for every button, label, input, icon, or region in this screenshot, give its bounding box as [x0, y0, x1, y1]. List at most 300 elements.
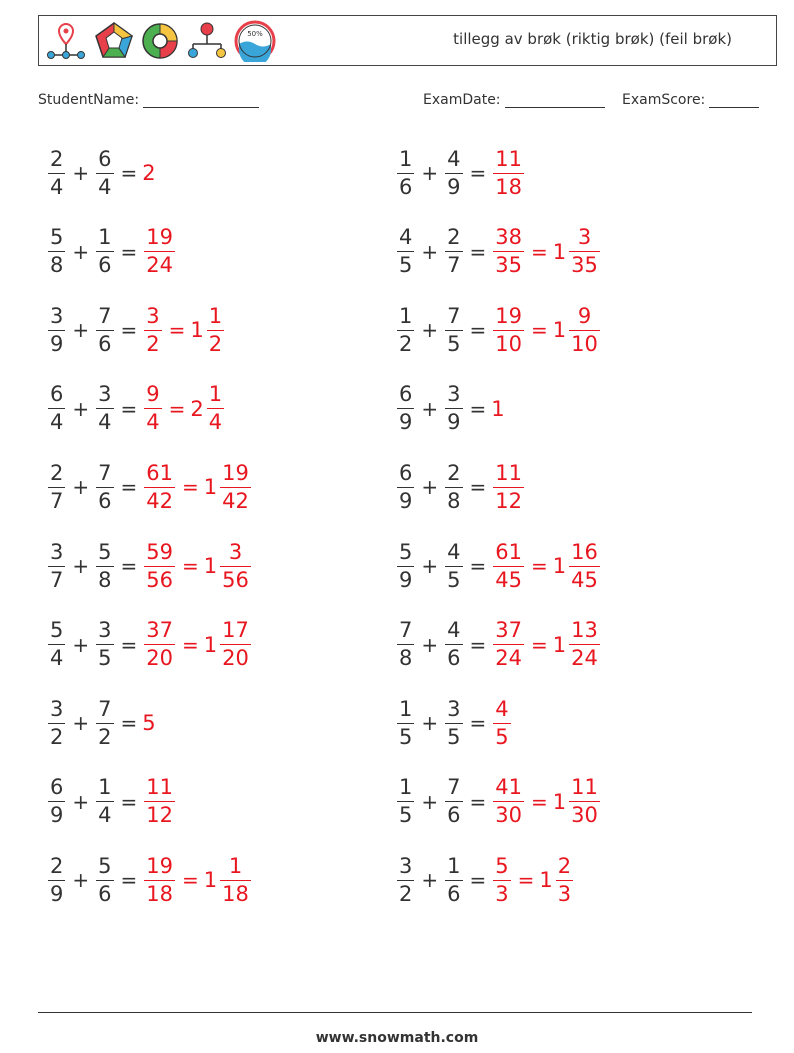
addend-fraction — [48, 384, 65, 433]
denominator: 9 — [50, 881, 64, 906]
problem-item — [46, 693, 156, 753]
mixed-fraction — [569, 539, 600, 592]
numerator: 1 — [399, 775, 413, 800]
denominator: 5 — [399, 253, 413, 278]
plus-sign: + — [421, 475, 439, 500]
addend-fraction — [48, 146, 65, 199]
numerator: 61 — [146, 460, 174, 485]
denominator: 35 — [495, 253, 523, 278]
plus-sign: + — [421, 868, 439, 893]
plus-sign: + — [72, 318, 90, 343]
addend-fraction — [445, 696, 462, 749]
numerator: 3 — [447, 382, 461, 407]
plus-sign: + — [72, 632, 90, 657]
svg-text:50%: 50% — [247, 30, 263, 38]
denominator: 7 — [50, 488, 64, 513]
numerator: 6 — [399, 460, 413, 485]
exam-score-field — [622, 92, 759, 108]
addend-fraction — [48, 227, 65, 276]
denominator: 4 — [208, 410, 223, 435]
equals-sign: = — [469, 711, 487, 736]
denominator: 9 — [50, 803, 64, 828]
numerator: 7 — [447, 775, 461, 800]
denominator: 9 — [447, 410, 461, 435]
denominator: 10 — [571, 331, 598, 356]
denominator: 5 — [447, 724, 461, 749]
numerator: 16 — [571, 539, 598, 564]
problem-item — [46, 457, 253, 517]
location-pin-icon — [43, 20, 89, 62]
equals-sign: = — [469, 868, 487, 893]
equals-sign: = — [120, 711, 138, 736]
header-box — [38, 15, 777, 66]
plus-sign: + — [421, 239, 439, 264]
denominator: 5 — [495, 724, 509, 749]
equals-sign: = — [531, 318, 548, 343]
equals-sign: = — [531, 554, 548, 578]
answer-fraction — [493, 777, 524, 826]
answer-fraction — [144, 620, 175, 669]
numerator: 7 — [447, 303, 461, 328]
numerator: 37 — [495, 618, 523, 643]
answer — [142, 539, 253, 592]
denominator: 24 — [146, 253, 174, 278]
numerator: 1 — [208, 303, 223, 328]
mixed-fraction — [220, 460, 251, 513]
equals-sign: = — [531, 239, 548, 264]
denominator: 20 — [222, 646, 249, 671]
equals-sign: = — [120, 396, 138, 421]
answer-fraction — [144, 303, 161, 356]
numerator: 7 — [399, 618, 413, 643]
addend-fraction — [397, 227, 414, 276]
addend-fraction — [397, 777, 414, 826]
denominator: 6 — [447, 881, 461, 906]
denominator: 18 — [146, 881, 174, 906]
problem-item — [46, 850, 253, 910]
numerator: 19 — [495, 303, 523, 328]
addend-fraction — [445, 777, 462, 826]
problem-item — [46, 222, 177, 282]
numerator: 19 — [222, 460, 249, 485]
addend-fraction — [397, 620, 414, 669]
numerator: 38 — [495, 225, 523, 250]
denominator: 10 — [495, 331, 523, 356]
mixed-whole: 1 — [203, 632, 218, 657]
equals-sign: = — [120, 239, 138, 264]
plus-sign: + — [72, 161, 90, 185]
mixed-fraction — [220, 620, 251, 669]
denominator: 6 — [399, 174, 413, 199]
denominator: 56 — [146, 567, 174, 592]
denominator: 30 — [571, 803, 598, 828]
exam-date-blank — [505, 93, 605, 108]
answer — [142, 303, 226, 356]
numerator: 37 — [146, 618, 174, 643]
numerator: 11 — [146, 775, 174, 800]
problem-item — [46, 536, 253, 596]
percent-badge-icon — [233, 20, 277, 62]
answer — [491, 696, 512, 749]
answer — [491, 853, 575, 906]
answer-fraction — [493, 853, 510, 906]
equals-sign: = — [469, 161, 487, 185]
answer — [142, 227, 177, 276]
addend-fraction — [397, 384, 414, 433]
problem-item — [395, 536, 602, 596]
answer-fraction — [493, 696, 510, 749]
numerator: 2 — [50, 853, 64, 878]
answer-fraction — [144, 539, 175, 592]
problem-item — [395, 300, 602, 360]
addend-fraction — [96, 539, 113, 592]
answer-fraction — [493, 146, 524, 199]
equals-sign: = — [517, 868, 535, 893]
addend-fraction — [397, 303, 414, 356]
numerator: 1 — [98, 225, 112, 250]
numerator: 3 — [50, 539, 64, 564]
denominator: 45 — [571, 567, 598, 592]
exam-date-label: ExamDate: — [423, 92, 501, 108]
addend-fraction — [48, 460, 65, 513]
numerator: 19 — [146, 225, 174, 250]
numerator: 41 — [495, 775, 523, 800]
denominator: 2 — [146, 331, 160, 356]
numerator: 3 — [50, 303, 64, 328]
numerator: 4 — [495, 696, 509, 721]
denominator: 8 — [50, 253, 64, 278]
exam-score-blank — [709, 93, 759, 108]
numerator: 5 — [50, 225, 64, 250]
equals-sign: = — [469, 632, 487, 657]
numerator: 61 — [495, 539, 523, 564]
addend-fraction — [445, 146, 462, 199]
mixed-whole: 1 — [203, 554, 218, 578]
answer-fraction — [493, 620, 524, 669]
equals-sign: = — [120, 475, 138, 500]
numerator: 3 — [146, 303, 160, 328]
plus-sign: + — [421, 632, 439, 657]
denominator: 2 — [98, 724, 112, 749]
pentagon-icon — [93, 20, 135, 62]
plus-sign: + — [72, 789, 90, 814]
numerator: 2 — [447, 460, 461, 485]
numerator: 59 — [146, 539, 174, 564]
equals-sign: = — [182, 868, 199, 893]
denominator: 56 — [222, 567, 249, 592]
numerator: 19 — [146, 853, 174, 878]
equals-sign: = — [531, 632, 548, 657]
answer-whole: 2 — [142, 161, 156, 185]
problem-item — [46, 772, 177, 832]
plus-sign: + — [72, 554, 90, 578]
mixed-whole: 1 — [552, 789, 567, 814]
denominator: 7 — [447, 253, 461, 278]
addend-fraction — [397, 460, 414, 513]
addend-fraction — [48, 696, 65, 749]
answer — [142, 460, 253, 513]
numerator: 3 — [447, 696, 461, 721]
problem-item — [395, 850, 575, 910]
denominator: 3 — [495, 881, 509, 906]
denominator: 2 — [399, 881, 413, 906]
equals-sign: = — [469, 475, 487, 500]
denominator: 12 — [495, 488, 523, 513]
numerator: 3 — [98, 382, 112, 407]
addend-fraction — [48, 853, 65, 906]
exam-date-field — [423, 92, 605, 108]
equals-sign: = — [120, 868, 138, 893]
equals-sign: = — [469, 239, 487, 264]
addend-fraction — [96, 303, 113, 356]
numerator: 7 — [98, 460, 112, 485]
network-nodes-icon — [185, 20, 229, 62]
numerator: 4 — [447, 618, 461, 643]
problem-item — [395, 222, 602, 282]
numerator: 4 — [447, 146, 461, 171]
denominator: 6 — [98, 331, 112, 356]
denominator: 9 — [447, 174, 461, 199]
problem-item — [46, 379, 226, 439]
numerator: 6 — [399, 382, 413, 407]
mixed-fraction — [207, 384, 224, 433]
denominator: 6 — [98, 488, 112, 513]
answer-whole: 5 — [142, 711, 156, 736]
mixed-whole: 2 — [190, 396, 204, 421]
addend-fraction — [397, 696, 414, 749]
numerator: 2 — [447, 225, 461, 250]
equals-sign: = — [120, 318, 138, 343]
answer — [491, 303, 602, 356]
denominator: 6 — [447, 803, 461, 828]
addend-fraction — [96, 227, 113, 276]
problem-item — [395, 772, 602, 832]
denominator: 12 — [146, 803, 174, 828]
denominator: 9 — [50, 331, 64, 356]
plus-sign: + — [421, 396, 439, 421]
addend-fraction — [96, 620, 113, 669]
numerator: 5 — [98, 853, 112, 878]
mixed-fraction — [569, 303, 600, 356]
numerator: 4 — [399, 225, 413, 250]
answer — [491, 539, 602, 592]
mixed-whole: 1 — [203, 475, 218, 500]
addend-fraction — [96, 696, 113, 749]
denominator: 30 — [495, 803, 523, 828]
equals-sign: = — [168, 318, 186, 343]
plus-sign: + — [421, 318, 439, 343]
footer-divider — [38, 1012, 752, 1013]
equals-sign: = — [120, 554, 138, 578]
equals-sign: = — [182, 632, 199, 657]
denominator: 20 — [146, 646, 174, 671]
numerator: 2 — [50, 146, 64, 171]
denominator: 5 — [98, 646, 112, 671]
numerator: 5 — [495, 853, 509, 878]
answer-fraction — [144, 853, 175, 906]
problem-item — [395, 693, 513, 753]
denominator: 4 — [98, 410, 112, 435]
denominator: 8 — [399, 646, 413, 671]
answer — [142, 384, 226, 433]
denominator: 24 — [571, 646, 598, 671]
numerator: 1 — [208, 382, 223, 407]
numerator: 3 — [399, 853, 413, 878]
problem-item — [395, 457, 526, 517]
student-name-blank — [143, 93, 259, 108]
numerator: 3 — [228, 539, 243, 564]
denominator: 7 — [50, 567, 64, 592]
plus-sign: + — [421, 161, 439, 185]
problem-item — [46, 143, 156, 203]
addend-fraction — [48, 539, 65, 592]
denominator: 42 — [146, 488, 174, 513]
equals-sign: = — [469, 554, 487, 578]
denominator: 35 — [571, 253, 598, 278]
answer — [491, 227, 602, 276]
numerator: 3 — [98, 618, 112, 643]
answer — [142, 161, 155, 185]
answer — [142, 777, 177, 826]
exam-score-label: ExamScore: — [622, 92, 706, 108]
mixed-whole: 1 — [190, 318, 204, 343]
denominator: 4 — [98, 174, 112, 199]
addend-fraction — [96, 777, 113, 826]
plus-sign: + — [421, 789, 439, 814]
numerator: 2 — [50, 460, 64, 485]
equals-sign: = — [182, 554, 199, 578]
answer-fraction — [144, 460, 175, 513]
addend-fraction — [48, 777, 65, 826]
answer — [491, 460, 526, 513]
numerator: 11 — [571, 775, 598, 800]
denominator: 5 — [399, 803, 413, 828]
equals-sign: = — [469, 396, 487, 421]
student-name-label: StudentName: — [38, 92, 140, 108]
answer-fraction — [144, 384, 161, 433]
worksheet-title: tillegg av brøk (riktig brøk) (feil brøk) — [453, 30, 732, 48]
answer — [491, 777, 602, 826]
numerator: 17 — [222, 618, 249, 643]
addend-fraction — [96, 384, 113, 433]
addend-fraction — [397, 146, 414, 199]
denominator: 18 — [495, 174, 523, 199]
plus-sign: + — [421, 554, 439, 578]
denominator: 4 — [50, 646, 64, 671]
addend-fraction — [445, 853, 462, 906]
answer — [491, 397, 504, 421]
denominator: 2 — [399, 331, 413, 356]
mixed-whole: 1 — [539, 868, 553, 893]
denominator: 45 — [495, 567, 523, 592]
numerator: 6 — [50, 382, 64, 407]
denominator: 6 — [98, 253, 112, 278]
denominator: 3 — [557, 881, 572, 906]
numerator: 1 — [228, 853, 243, 878]
answer — [491, 620, 602, 669]
problem-item — [46, 300, 226, 360]
denominator: 4 — [50, 410, 64, 435]
numerator: 11 — [495, 460, 523, 485]
denominator: 4 — [146, 410, 160, 435]
mixed-fraction — [556, 853, 573, 906]
denominator: 5 — [447, 567, 461, 592]
numerator: 13 — [571, 618, 598, 643]
denominator: 5 — [399, 724, 413, 749]
equals-sign: = — [469, 789, 487, 814]
problem-item — [46, 615, 253, 675]
numerator: 5 — [98, 539, 112, 564]
equals-sign: = — [168, 396, 186, 421]
answer — [491, 146, 526, 199]
equals-sign: = — [469, 318, 487, 343]
denominator: 18 — [222, 881, 249, 906]
answer-fraction — [144, 777, 175, 826]
addend-fraction — [96, 853, 113, 906]
answer — [142, 853, 253, 906]
answer-whole: 1 — [491, 396, 505, 421]
answer-fraction — [493, 460, 524, 513]
addend-fraction — [48, 303, 65, 356]
denominator: 2 — [50, 724, 64, 749]
numerator: 7 — [98, 303, 112, 328]
denominator: 8 — [447, 488, 461, 513]
addend-fraction — [445, 620, 462, 669]
plus-sign: + — [72, 711, 90, 736]
denominator: 4 — [98, 803, 112, 828]
numerator: 5 — [399, 539, 413, 564]
plus-sign: + — [72, 868, 90, 893]
addend-fraction — [445, 227, 462, 276]
answer-fraction — [493, 227, 524, 276]
mixed-fraction — [220, 539, 251, 592]
denominator: 2 — [208, 331, 223, 356]
addend-fraction — [96, 146, 113, 199]
plus-sign: + — [72, 396, 90, 421]
student-name-field — [38, 92, 259, 108]
numerator: 7 — [98, 696, 112, 721]
denominator: 9 — [399, 488, 413, 513]
denominator: 6 — [447, 646, 461, 671]
problem-item — [395, 143, 526, 203]
mixed-whole: 1 — [552, 554, 567, 578]
addend-fraction — [397, 853, 414, 906]
equals-sign: = — [182, 475, 199, 500]
addend-fraction — [445, 303, 462, 356]
equals-sign: = — [120, 789, 138, 814]
mixed-whole: 1 — [552, 318, 567, 343]
mixed-fraction — [207, 303, 224, 356]
numerator: 9 — [146, 382, 160, 407]
mixed-fraction — [569, 620, 600, 669]
numerator: 3 — [577, 225, 592, 250]
numerator: 1 — [447, 853, 461, 878]
equals-sign: = — [531, 789, 548, 814]
numerator: 5 — [50, 618, 64, 643]
addend-fraction — [48, 620, 65, 669]
answer-fraction — [144, 227, 175, 276]
numerator: 1 — [399, 303, 413, 328]
denominator: 9 — [399, 567, 413, 592]
numerator: 11 — [495, 146, 523, 171]
equals-sign: = — [120, 161, 138, 185]
numerator: 1 — [98, 775, 112, 800]
mixed-fraction — [569, 777, 600, 826]
mixed-whole: 1 — [552, 239, 567, 264]
addend-fraction — [445, 460, 462, 513]
denominator: 42 — [222, 488, 249, 513]
numerator: 3 — [50, 696, 64, 721]
